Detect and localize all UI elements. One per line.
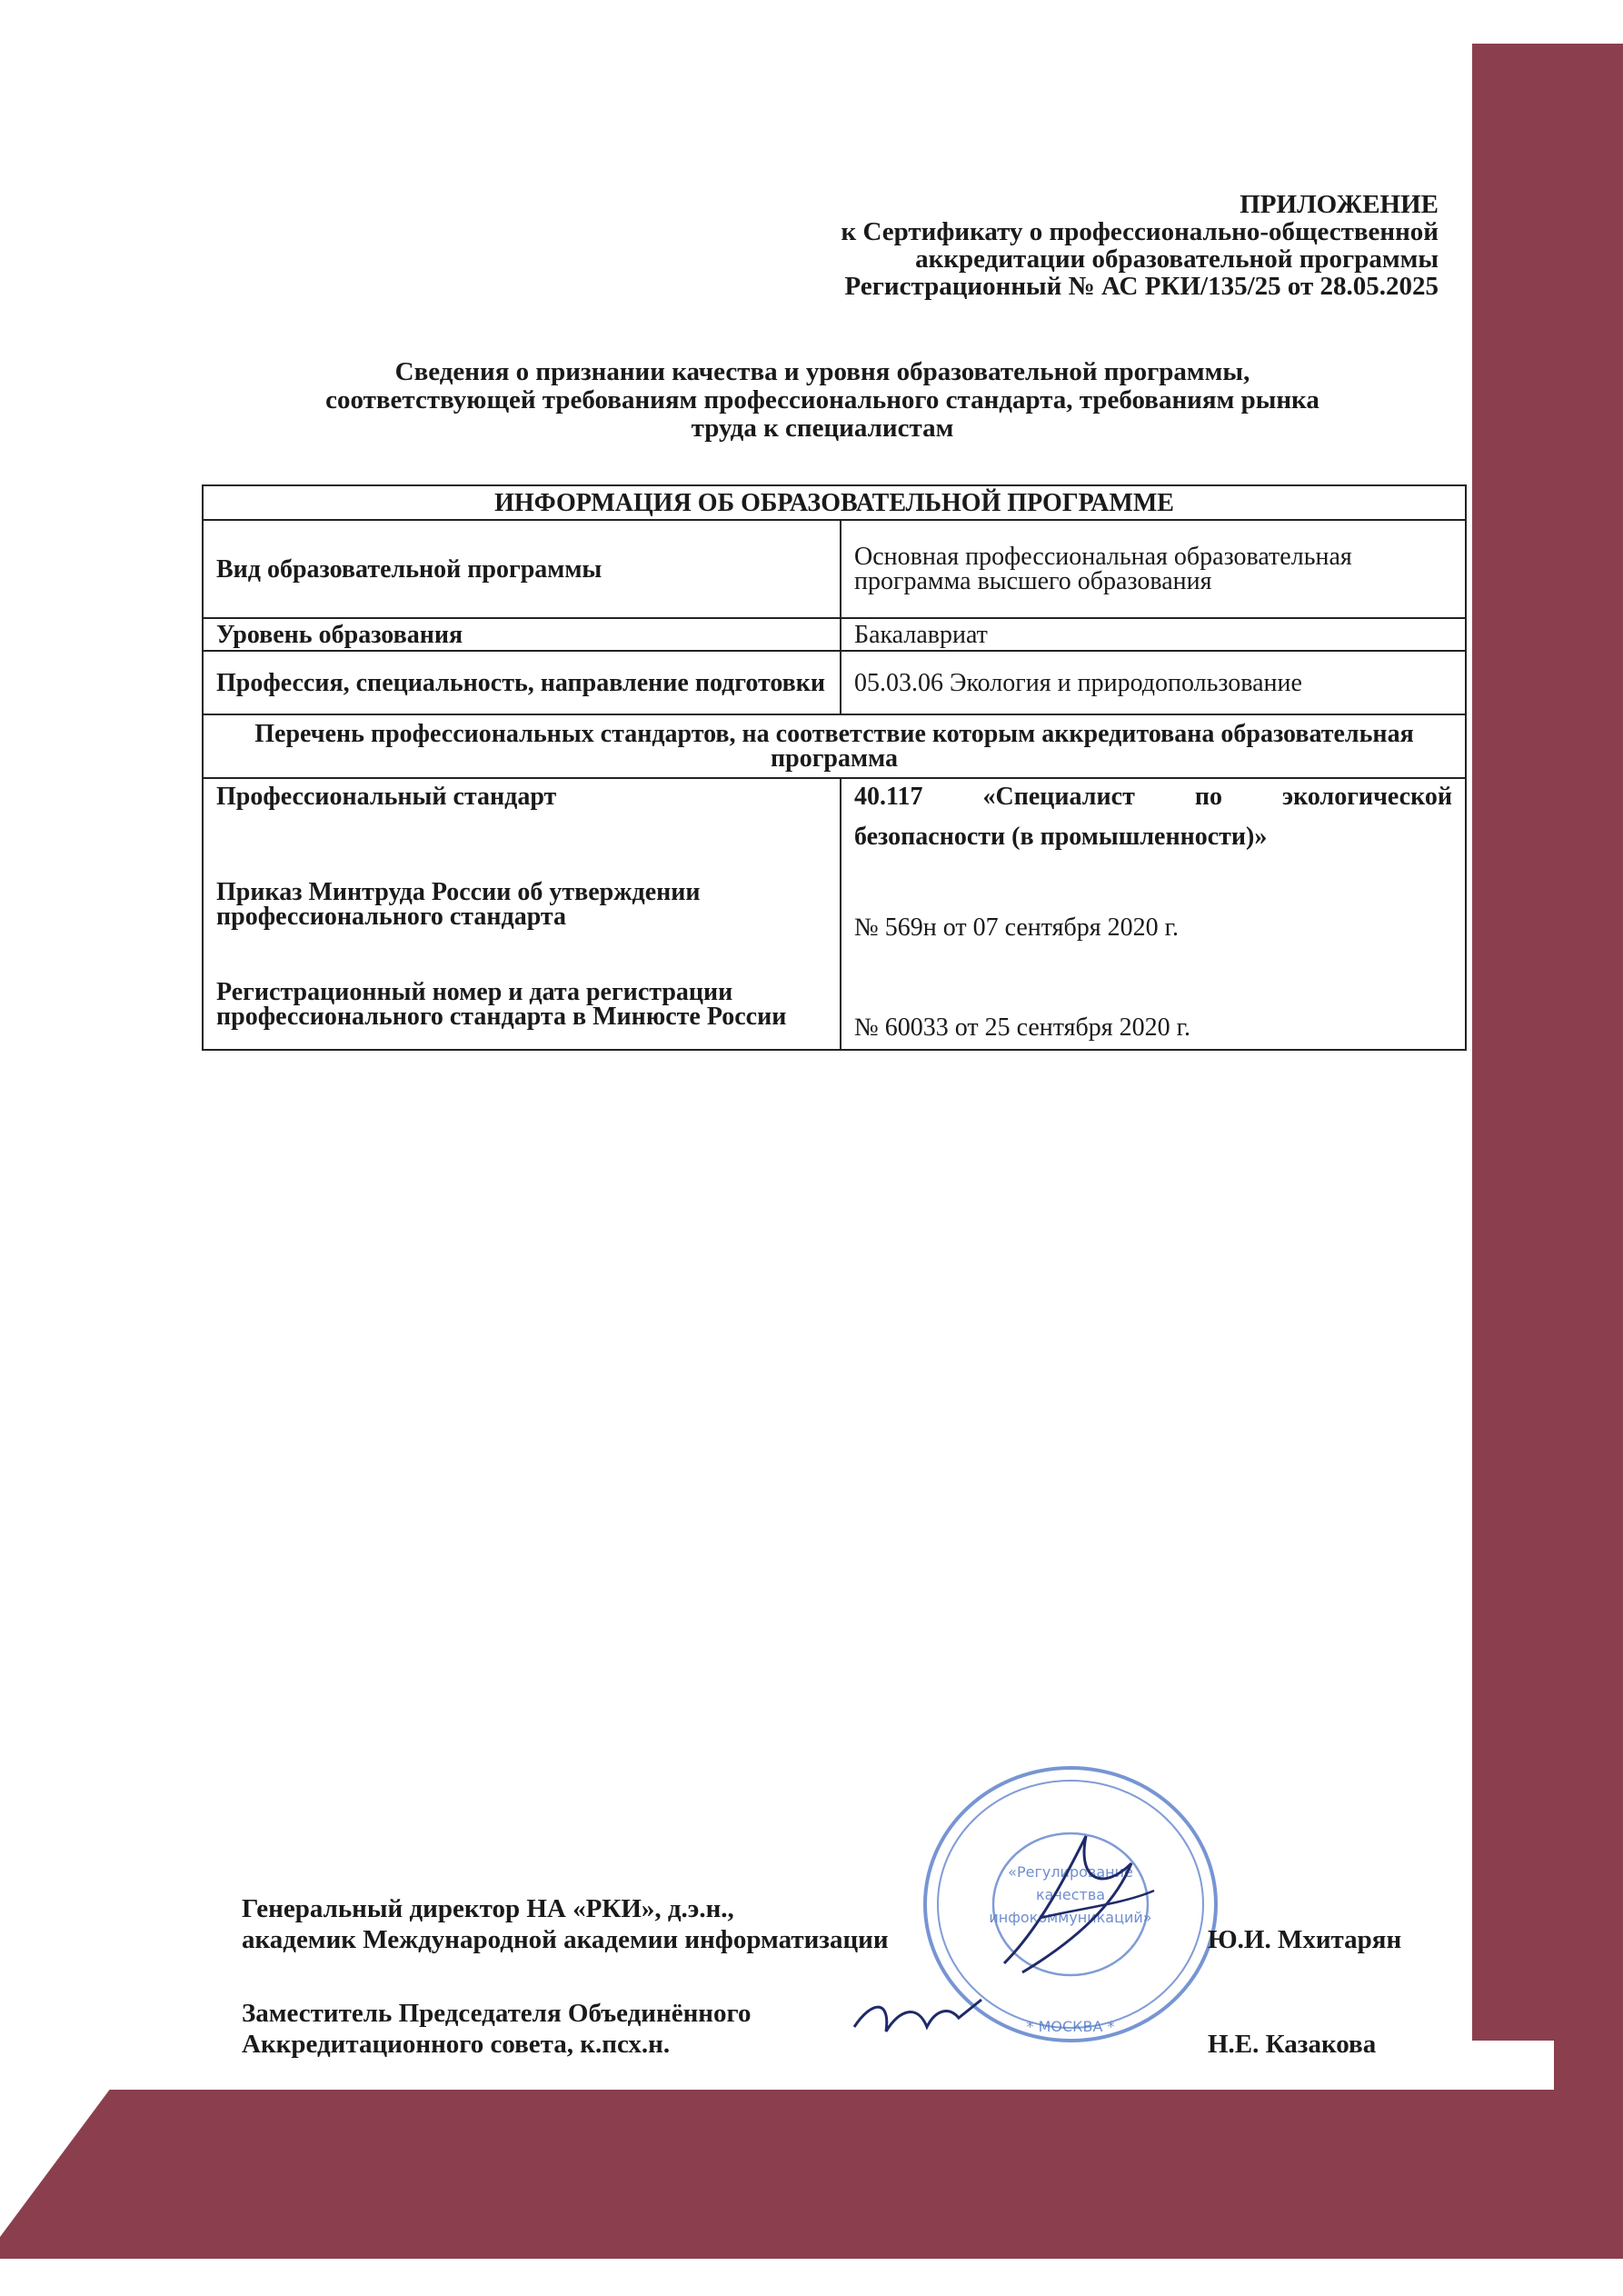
svg-text:* МОСКВА *: * МОСКВА * — [1026, 2018, 1115, 2035]
svg-text:«Регулирование: «Регулирование — [1008, 1863, 1133, 1881]
deputy-name: Н.Е. Казакова — [1208, 2030, 1377, 2059]
appendix-title: ПРИЛОЖЕНИЕ — [1240, 190, 1439, 219]
svg-text:инфокоммуникаций»: инфокоммуникаций» — [989, 1909, 1152, 1926]
table-row — [203, 714, 1466, 778]
level-value: Бакалавриат — [841, 618, 1466, 651]
table-row — [203, 618, 1466, 651]
appendix-registration: Регистрационный № АС РКИ/135/25 от 28.05.2025 — [844, 272, 1439, 301]
appendix-header — [621, 191, 1439, 300]
standard-value-cont: безопасности (в промышленности)» — [854, 823, 1268, 851]
deputy-title — [242, 1998, 751, 2060]
program-info-table — [202, 484, 1467, 1051]
table-row — [203, 520, 1466, 618]
order-label: Приказ Минтруда России об утверждении профессионального стандарта — [216, 878, 701, 931]
heading-line-1: Сведения о признании качества и уровня образовательной программы, — [394, 357, 1250, 386]
specialty-label: Профессия, специальность, направление подготовки — [203, 651, 841, 714]
deputy-title-line-2: Аккредитационного совета, к.псх.н. — [242, 2030, 671, 2059]
heading-line-2: соответствующей требованиям профессионального стандарта, требованиям рынка — [325, 385, 1319, 414]
section-title-program-info: ИНФОРМАЦИЯ ОБ ОБРАЗОВАТЕЛЬНОЙ ПРОГРАММЕ — [203, 485, 1466, 520]
director-title-line-1: Генеральный директор НА «РКИ», д.э.н., — [242, 1894, 734, 1923]
deputy-signature-row — [242, 1998, 1423, 2080]
signatures-block — [242, 1893, 1423, 2080]
heading-line-3: труда к специалистам — [691, 414, 954, 443]
svg-text:качества: качества — [1035, 1886, 1106, 1903]
standard-value: 40.117 «Специалист по экологической — [854, 783, 1452, 811]
section-title-standards: Перечень профессиональных стандартов, на соответствие которым аккредитована образовательная программа — [203, 714, 1466, 778]
table-row — [203, 651, 1466, 714]
appendix-line-1: к Сертификату о профессионально-общественной — [841, 217, 1439, 246]
deputy-title-line-1: Заместитель Председателя Объединённого — [242, 1999, 752, 2028]
decorative-frame-right — [1472, 44, 1623, 2252]
table-row — [203, 485, 1466, 520]
standard-label: Профессиональный стандарт — [216, 783, 557, 811]
director-name: Ю.И. Мхитарян — [1208, 1925, 1402, 1954]
table-row — [203, 778, 1466, 1050]
registration-label: Регистрационный номер и дата регистрации профессионального стандарта в Минюсте России — [216, 978, 787, 1031]
document-heading — [200, 358, 1445, 443]
program-type-label: Вид образовательной программы — [203, 520, 841, 618]
appendix-line-2: аккредитации образовательной программы — [915, 245, 1439, 274]
order-value: № 569н от 07 сентября 2020 г. — [854, 913, 1179, 942]
director-title-line-2: академик Международной академии информатизации — [242, 1925, 889, 1954]
director-signature-row — [242, 1893, 1423, 1998]
program-type-value: Основная профессиональная образовательная программа высшего образования — [841, 520, 1466, 618]
director-title — [242, 1893, 889, 1955]
standards-value-cell — [841, 778, 1466, 1050]
level-label: Уровень образования — [203, 618, 841, 651]
registration-value: № 60033 от 25 сентября 2020 г. — [854, 1013, 1190, 1042]
specialty-value: 05.03.06 Экология и природопользование — [841, 651, 1466, 714]
standards-label-cell — [203, 778, 841, 1050]
